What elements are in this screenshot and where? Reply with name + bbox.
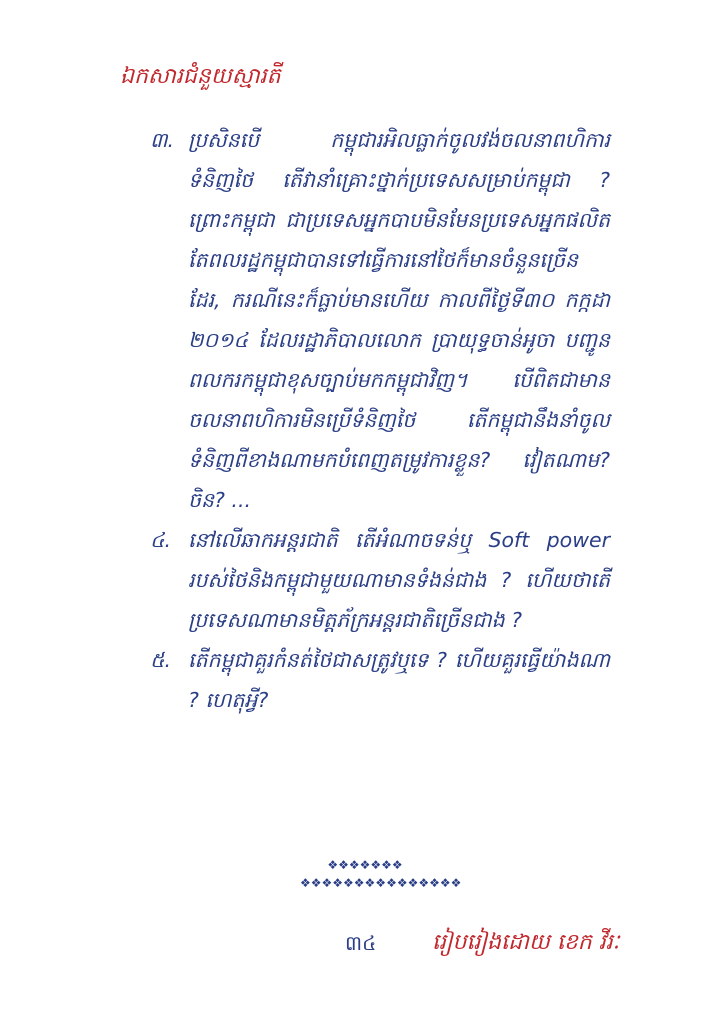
item-text: ប្រសិនបើ កម្ពុជារអិលធ្លាក់ចូលវង់ចលនាពហិការទំនិញថៃ តើវានាំគ្រោះថ្នាក់ប្រទេសសម្រាប់កម្ពុជា ? ព្រោះកម្ពុជា ជាប្រទេសអ្នកបាបមិនមែនប្រទេសអ្នកផលិត តែពលរដ្ឋកម្ពុជាបានទៅធ្វើការនៅថៃក៏មានចំនួនច្រើនដែរ, ករណីនេះក៏ធ្លាប់មានហើយ កាលពីថ្ងៃទី៣០ កក្កដា ២០១៤ ដែលរដ្ឋាភិបាលលោក ប្រាយុទ្ធចាន់អូចា បញ្ជូនពលករកម្ពុជាខុសច្បាប់មកកម្ពុជាវិញ។ បើពិតជាមានចលនាពហិការមិនប្រើទំនិញថៃ តើកម្ពុជានឹងនាំចូលទំនិញពីខាងណាមកបំពេញតម្រូវការខ្លួន? វៀតណាម? ចិន? ... <box>188 128 610 512</box>
author-credit: រៀបរៀងដោយ ខេក វីរៈ <box>432 930 620 955</box>
list-item <box>150 520 610 640</box>
list-item <box>150 120 610 520</box>
item-number: ៤. <box>150 528 172 552</box>
item-text: នៅលើឆាកអន្តរជាតិ តើអំណាចទន់ឬ Soft power របស់ថៃនិងកម្ពុជាមួយណាមានទំងន់ជាង ? ហើយថាតើប្រទេសណាមានមិត្តភ័ក្រអន្តរជាតិច្រើនជាង ? <box>188 528 610 632</box>
ornament-divider-bottom: ❖❖❖❖❖❖❖❖❖❖❖❖❖❖❖ <box>300 876 462 890</box>
question-list <box>150 120 610 720</box>
item-text: តើកម្ពុជាគួរកំនត់ថៃជាសត្រូវឬទេ ? ហើយគួរធ្វើយ៉ាងណា ? ហេតុអ្វី? <box>188 648 610 712</box>
item-number: ៣. <box>150 128 175 152</box>
page-number: ៣៤ <box>345 931 377 955</box>
list-item <box>150 640 610 720</box>
item-number: ៥. <box>150 648 172 672</box>
document-header-title: ឯកសារជំនួយស្មារតី <box>120 64 281 89</box>
ornament-divider-top: ❖❖❖❖❖❖❖ <box>327 858 403 872</box>
